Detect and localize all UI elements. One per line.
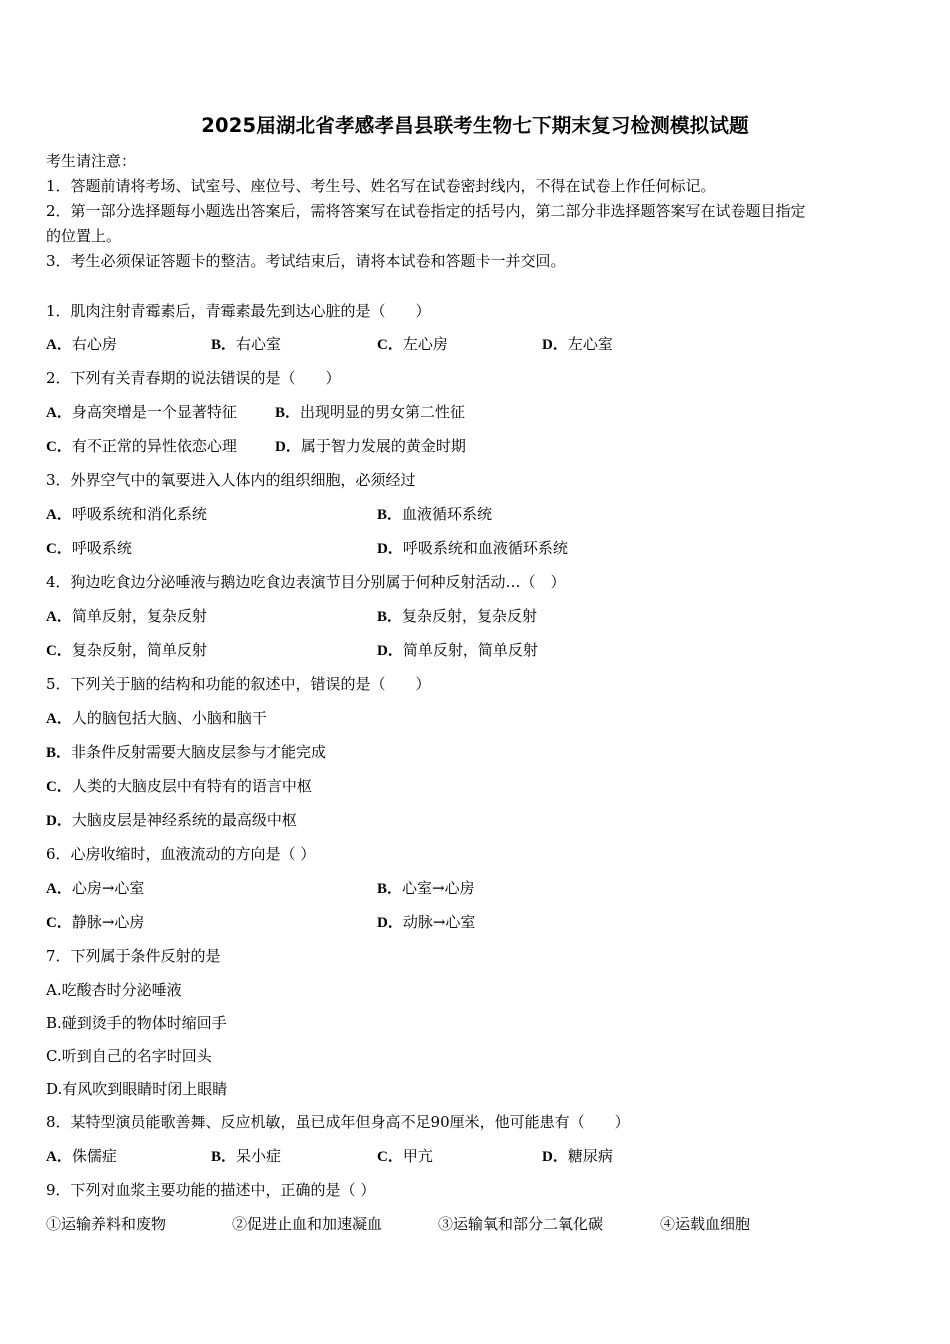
option-a[interactable]: A.吃酸杏时分泌唾液 <box>46 981 182 999</box>
option-d[interactable]: D．属于智力发展的黄金时期 <box>275 437 466 455</box>
option-a[interactable]: A．侏儒症 <box>46 1147 117 1165</box>
option-c[interactable]: C．复杂反射，简单反射 <box>46 641 207 659</box>
option-a[interactable]: A．身高突增是一个显著特征 <box>46 403 237 421</box>
notice-item: 的位置上。 <box>46 227 122 245</box>
option-b[interactable]: B．非条件反射需要大脑皮层参与才能完成 <box>46 743 327 761</box>
statement-item[interactable]: ④运载血细胞 <box>660 1215 751 1233</box>
question-stem: 8．某特型演员能歌善舞、反应机敏，虽已成年但身高不足90厘米，他可能患有（ ） <box>46 1113 630 1131</box>
option-a[interactable]: A．心房→心室 <box>46 879 145 897</box>
option-c[interactable]: C．人类的大脑皮层中有特有的语言中枢 <box>46 777 312 795</box>
notice-item: 1．答题前请将考场、试室号、座位号、考生号、姓名写在试卷密封线内，不得在试卷上作任何标记。 <box>46 177 716 195</box>
notice-item: 2．第一部分选择题每小题选出答案后，需将答案写在试卷指定的括号内，第二部分非选择题答案写在试卷题目指定 <box>46 202 806 220</box>
option-d[interactable]: D．糖尿病 <box>542 1147 613 1165</box>
option-d[interactable]: D．动脉→心室 <box>377 913 476 931</box>
statement-item[interactable]: ③运输氧和部分二氧化碳 <box>438 1215 604 1233</box>
question-stem: 5．下列关于脑的结构和功能的叙述中，错误的是（ ） <box>46 675 431 693</box>
option-b[interactable]: B．血液循环系统 <box>377 505 493 523</box>
option-a[interactable]: A．呼吸系统和消化系统 <box>46 505 207 523</box>
option-c[interactable]: C．左心房 <box>377 335 448 353</box>
question-stem: 3．外界空气中的氧要进入人体内的组织细胞，必须经过 <box>46 471 416 489</box>
option-d[interactable]: D．呼吸系统和血液循环系统 <box>377 539 568 557</box>
option-c[interactable]: C．甲亢 <box>377 1147 433 1165</box>
statement-item[interactable]: ①运输养料和废物 <box>46 1215 167 1233</box>
option-b[interactable]: B．呆小症 <box>211 1147 282 1165</box>
question-stem: 4．狗边吃食边分泌唾液与鹅边吃食边表演节目分别属于何种反射活动…（ ） <box>46 573 566 591</box>
option-b[interactable]: B．复杂反射，复杂反射 <box>377 607 538 625</box>
option-c[interactable]: C．静脉→心房 <box>46 913 145 931</box>
question-stem: 2．下列有关青春期的说法错误的是（ ） <box>46 369 341 387</box>
notice-item: 3．考生必须保证答题卡的整洁。考试结束后，请将本试卷和答题卡一并交回。 <box>46 252 566 270</box>
option-c[interactable]: C．有不正常的异性依恋心理 <box>46 437 237 455</box>
option-a[interactable]: A．简单反射，复杂反射 <box>46 607 207 625</box>
statement-item[interactable]: ②促进止血和加速凝血 <box>232 1215 383 1233</box>
question-stem: 9．下列对血浆主要功能的描述中，正确的是（ ） <box>46 1181 376 1199</box>
question-stem: 1．肌肉注射青霉素后，青霉素最先到达心脏的是（ ） <box>46 302 431 320</box>
option-d[interactable]: D．简单反射，简单反射 <box>377 641 538 659</box>
option-b[interactable]: B．心室→心房 <box>377 879 475 897</box>
notice-heading: 考生请注意： <box>46 152 137 170</box>
option-c[interactable]: C.听到自己的名字时回头 <box>46 1047 212 1065</box>
option-a[interactable]: A．人的脑包括大脑、小脑和脑干 <box>46 709 267 727</box>
option-b[interactable]: B．出现明显的男女第二性征 <box>275 403 466 421</box>
option-d[interactable]: D.有风吹到眼睛时闭上眼睛 <box>46 1080 228 1098</box>
option-c[interactable]: C．呼吸系统 <box>46 539 132 557</box>
question-stem: 6．心房收缩时，血液流动的方向是（ ） <box>46 845 316 863</box>
option-a[interactable]: A．右心房 <box>46 335 117 353</box>
question-stem: 7．下列属于条件反射的是 <box>46 947 221 965</box>
page-title: 2025届湖北省孝感孝昌县联考生物七下期末复习检测模拟试题 <box>201 114 749 137</box>
option-b[interactable]: B.碰到烫手的物体时缩回手 <box>46 1014 227 1032</box>
option-d[interactable]: D．左心室 <box>542 335 613 353</box>
option-b[interactable]: B．右心室 <box>211 335 282 353</box>
option-d[interactable]: D．大脑皮层是神经系统的最高级中枢 <box>46 811 297 829</box>
